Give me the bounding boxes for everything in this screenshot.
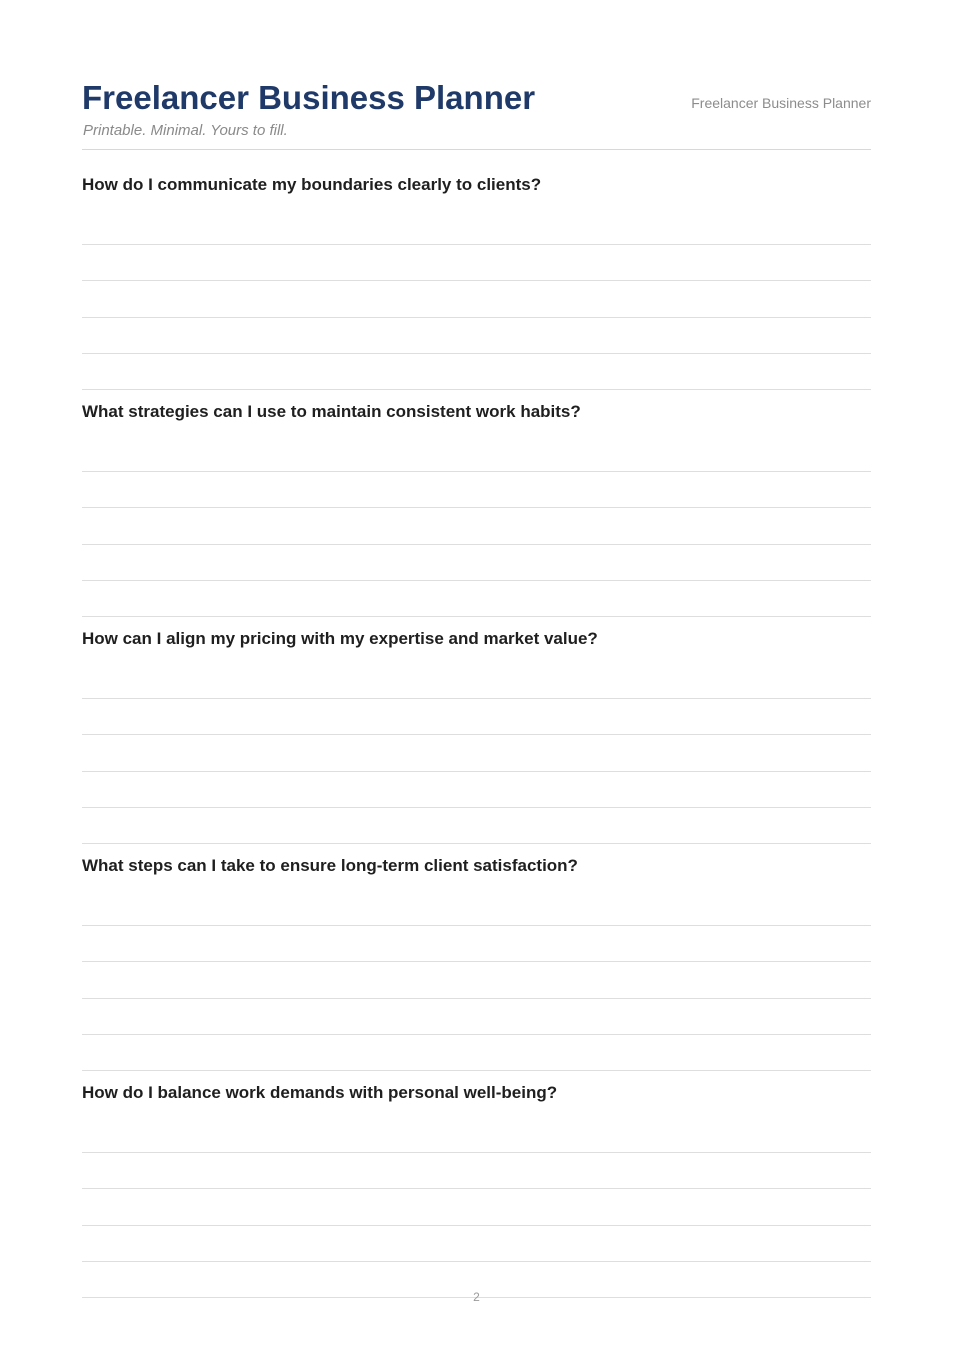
prompt-section: [82, 628, 871, 855]
writing-line[interactable]: [82, 244, 871, 245]
writing-line[interactable]: [82, 1261, 871, 1262]
prompt-question: How do I communicate my boundaries clearly to clients?: [82, 175, 542, 194]
writing-line[interactable]: [82, 1152, 871, 1153]
writing-line[interactable]: [82, 471, 871, 472]
writing-line[interactable]: [82, 1188, 871, 1189]
writing-line[interactable]: [82, 1225, 871, 1226]
writing-line[interactable]: [82, 389, 871, 390]
prompt-section: [82, 174, 871, 401]
writing-line[interactable]: [82, 280, 871, 281]
prompt-question: What steps can I take to ensure long-term client satisfaction?: [82, 856, 578, 875]
prompt-question: How do I balance work demands with personal well-being?: [82, 1083, 558, 1102]
prompt-section: [82, 1082, 871, 1309]
writing-line[interactable]: [82, 544, 871, 545]
writing-line[interactable]: [82, 507, 871, 508]
writing-line[interactable]: [82, 925, 871, 926]
writing-line[interactable]: [82, 734, 871, 735]
writing-line[interactable]: [82, 998, 871, 999]
prompt-question: What strategies can I use to maintain consistent work habits?: [82, 402, 581, 421]
page-header: [82, 78, 871, 150]
writing-line[interactable]: [82, 580, 871, 581]
writing-line[interactable]: [82, 698, 871, 699]
writing-line[interactable]: [82, 771, 871, 772]
running-head: Freelancer Business Planner: [691, 95, 871, 111]
writing-line[interactable]: [82, 616, 871, 617]
page-subtitle: Printable. Minimal. Yours to fill.: [83, 122, 288, 139]
page-title: Freelancer Business Planner: [82, 79, 536, 116]
writing-line[interactable]: [82, 1034, 871, 1035]
prompt-section: [82, 855, 871, 1082]
prompt-question: How can I align my pricing with my expertise and market value?: [82, 629, 598, 648]
page-number: 2: [473, 1290, 480, 1304]
writing-line[interactable]: [82, 353, 871, 354]
writing-line[interactable]: [82, 843, 871, 844]
prompt-section: [82, 401, 871, 628]
writing-line[interactable]: [82, 1070, 871, 1071]
writing-line[interactable]: [82, 961, 871, 962]
writing-line[interactable]: [82, 807, 871, 808]
writing-line[interactable]: [82, 317, 871, 318]
